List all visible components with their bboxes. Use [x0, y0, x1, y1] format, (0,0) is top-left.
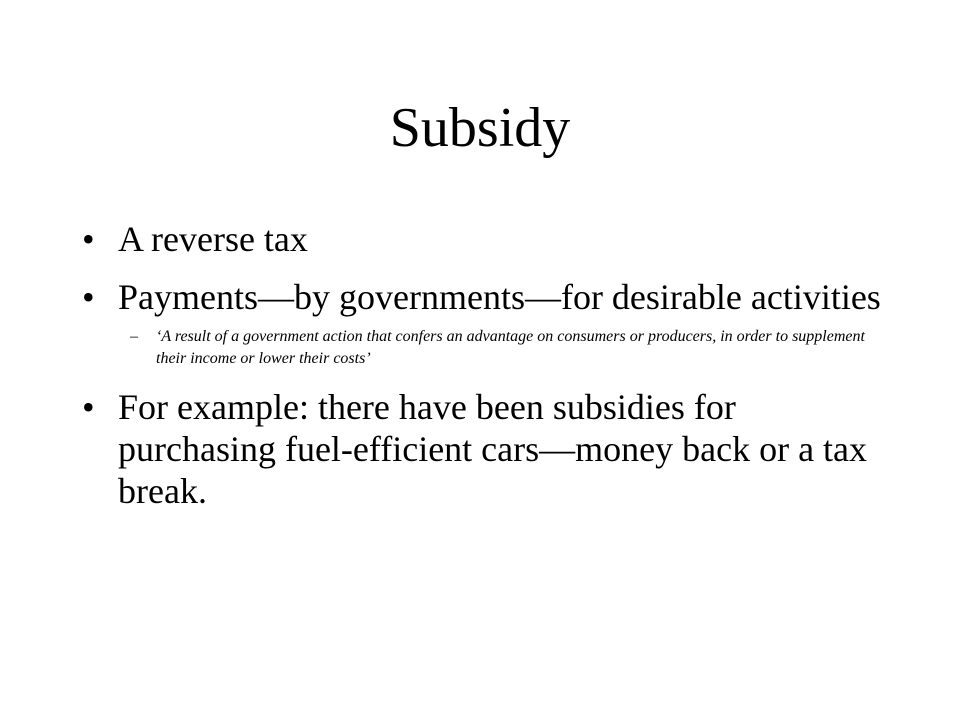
bullet-icon: •	[82, 387, 95, 427]
bullet-text: Payments—by governments—for desirable activities	[118, 277, 881, 317]
sub-bullet-item	[118, 326, 882, 370]
bullet-item	[82, 276, 882, 370]
slide-title: Subsidy	[389, 97, 571, 159]
bullet-text: A reverse tax	[118, 219, 308, 259]
bullet-icon: •	[82, 219, 95, 259]
bullet-list	[82, 218, 882, 528]
bullet-item	[82, 386, 882, 512]
bullet-item	[82, 218, 882, 260]
bullet-icon: •	[82, 277, 95, 317]
sub-bullet-text: ‘A result of a government action that confers an advantage on consumers or producers, in order to supplement their income or lower their costs’	[156, 328, 865, 367]
bullet-text: For example: there have been subsidies for purchasing fuel-efficient cars—money back or a tax break.	[118, 387, 868, 511]
dash-icon: –	[130, 328, 138, 345]
sub-bullet-list	[118, 326, 882, 370]
